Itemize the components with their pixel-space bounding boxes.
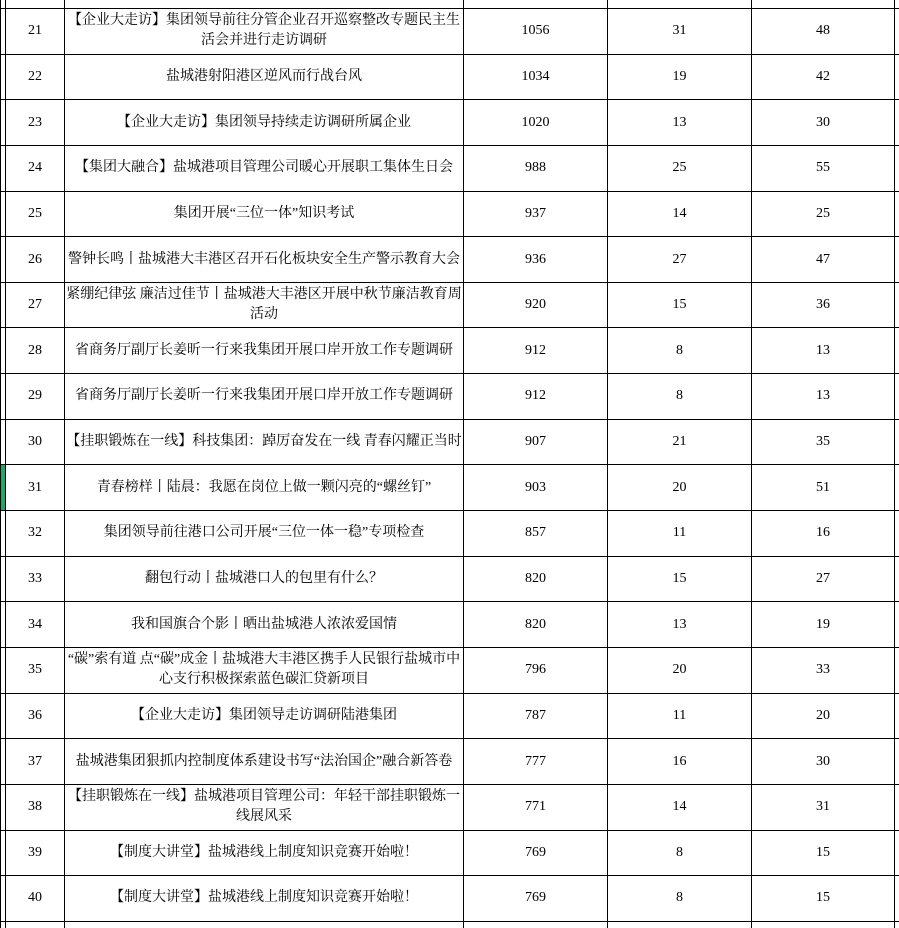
value-cell[interactable]: 13 — [608, 602, 752, 648]
value-cell[interactable]: 48 — [752, 9, 895, 55]
value-cell[interactable]: 912 — [464, 374, 608, 420]
partial-row-bottom — [1, 921, 899, 928]
sheet-gutter — [895, 374, 899, 420]
sheet-gutter — [895, 54, 899, 100]
sheet-gutter — [895, 830, 899, 876]
value-cell[interactable]: 912 — [464, 328, 608, 374]
title-cell[interactable]: 省商务厅副厅长姜昕一行来我集团开展口岸开放工作专题调研 — [65, 374, 464, 420]
value-cell[interactable]: 13 — [752, 328, 895, 374]
sheet-gutter — [895, 328, 899, 374]
value-cell[interactable]: 31 — [752, 784, 895, 830]
row-number-cell[interactable]: 32 — [6, 511, 65, 557]
row-number-cell[interactable]: 30 — [6, 419, 65, 465]
row-number-cell[interactable]: 37 — [6, 739, 65, 785]
row-number-cell[interactable]: 39 — [6, 830, 65, 876]
value-cell[interactable]: 907 — [464, 419, 608, 465]
sheet-gutter — [895, 511, 899, 557]
value-cell[interactable]: 11 — [608, 693, 752, 739]
value-cell[interactable]: 8 — [608, 328, 752, 374]
row-number-cell[interactable]: 23 — [6, 100, 65, 146]
value-cell[interactable]: 20 — [608, 647, 752, 693]
table-row — [1, 693, 899, 739]
sheet-gutter — [895, 784, 899, 830]
title-cell[interactable]: 集团领导前往港口公司开展“三位一体一稳”专项检查 — [65, 511, 464, 557]
table-row — [1, 374, 899, 420]
value-cell[interactable]: 988 — [464, 145, 608, 191]
value-cell[interactable]: 769 — [464, 876, 608, 922]
table-row — [1, 739, 899, 785]
row-number-cell[interactable]: 40 — [6, 876, 65, 922]
title-cell[interactable]: 我和国旗合个影丨晒出盐城港人浓浓爱国情 — [65, 602, 464, 648]
value-cell[interactable]: 30 — [752, 100, 895, 146]
table-row — [1, 647, 899, 693]
value-cell[interactable]: 27 — [608, 237, 752, 283]
sheet-gutter — [895, 876, 899, 922]
table-row — [1, 145, 899, 191]
value-cell[interactable]: 35 — [752, 419, 895, 465]
table-row — [1, 237, 899, 283]
value-cell[interactable]: 33 — [752, 647, 895, 693]
value-cell[interactable]: 20 — [608, 465, 752, 511]
value-cell[interactable]: 903 — [464, 465, 608, 511]
value-cell[interactable]: 1056 — [464, 9, 608, 55]
row-number-cell[interactable]: 25 — [6, 191, 65, 237]
value-cell[interactable]: 42 — [752, 54, 895, 100]
title-cell[interactable]: 集团开展“三位一体”知识考试 — [65, 191, 464, 237]
value-cell[interactable]: 857 — [464, 511, 608, 557]
sheet-gutter — [895, 465, 899, 511]
row-number-cell[interactable]: 27 — [6, 282, 65, 328]
sheet-gutter — [895, 647, 899, 693]
title-cell[interactable]: 警钟长鸣丨盐城港大丰港区召开石化板块安全生产警示教育大会 — [65, 237, 464, 283]
value-cell[interactable]: 25 — [752, 191, 895, 237]
row-number-cell[interactable] — [6, 0, 65, 9]
table-row — [1, 602, 899, 648]
table-row — [1, 830, 899, 876]
value-cell[interactable]: 1020 — [464, 100, 608, 146]
value-cell[interactable]: 55 — [752, 145, 895, 191]
sheet-gutter — [895, 921, 899, 928]
value-cell[interactable]: 820 — [464, 602, 608, 648]
sheet-gutter — [895, 419, 899, 465]
value-cell[interactable]: 16 — [752, 511, 895, 557]
value-cell[interactable]: 13 — [608, 100, 752, 146]
title-cell[interactable]: 翻包行动丨盐城港口人的包里有什么？ — [65, 556, 464, 602]
value-cell[interactable]: 920 — [464, 282, 608, 328]
table-row — [1, 328, 899, 374]
title-cell[interactable]: 【企业大走访】集团领导走访调研陆港集团 — [65, 693, 464, 739]
sheet-gutter — [895, 100, 899, 146]
row-number-cell[interactable]: 29 — [6, 374, 65, 420]
title-cell[interactable]: 【企业大走访】集团领导持续走访调研所属企业 — [65, 100, 464, 146]
value-cell[interactable]: 16 — [608, 739, 752, 785]
value-cell[interactable]: 25 — [608, 145, 752, 191]
value-cell[interactable]: 19 — [608, 54, 752, 100]
value-cell[interactable]: 47 — [752, 237, 895, 283]
value-cell[interactable]: 771 — [464, 784, 608, 830]
sheet-gutter — [895, 602, 899, 648]
value-cell[interactable]: 19 — [752, 602, 895, 648]
row-number-cell[interactable]: 26 — [6, 237, 65, 283]
title-cell[interactable]: 【制度大讲堂】盐城港线上制度知识竞赛开始啦！ — [65, 830, 464, 876]
value-cell[interactable]: 20 — [752, 693, 895, 739]
table-row — [1, 465, 899, 511]
title-cell[interactable]: 紧绷纪律弦 廉洁过佳节丨盐城港大丰港区开展中秋节廉洁教育周活动 — [65, 282, 464, 328]
value-cell[interactable]: 21 — [608, 419, 752, 465]
value-cell[interactable]: 8 — [608, 374, 752, 420]
value-cell[interactable]: 31 — [608, 9, 752, 55]
value-cell[interactable]: 777 — [464, 739, 608, 785]
value-cell[interactable]: 11 — [608, 511, 752, 557]
sheet-gutter — [895, 556, 899, 602]
value-cell[interactable]: 27 — [752, 556, 895, 602]
title-cell[interactable]: 青春榜样丨陆晨：我愿在岗位上做一颗闪亮的“螺丝钉” — [65, 465, 464, 511]
value-cell[interactable] — [608, 921, 752, 928]
value-cell[interactable] — [608, 0, 752, 9]
value-cell[interactable]: 14 — [608, 784, 752, 830]
table-row — [1, 419, 899, 465]
table-row — [1, 876, 899, 922]
row-number-cell[interactable]: 36 — [6, 693, 65, 739]
value-cell[interactable]: 1034 — [464, 54, 608, 100]
value-cell[interactable]: 787 — [464, 693, 608, 739]
title-cell[interactable]: 盐城港集团狠抓内控制度体系建设书写“法治国企”融合新答卷 — [65, 739, 464, 785]
row-number-cell[interactable] — [6, 921, 65, 928]
value-cell[interactable]: 30 — [752, 739, 895, 785]
title-cell[interactable]: 【挂职锻炼在一线】盐城港项目管理公司：年轻干部挂职锻炼一线展风采 — [65, 784, 464, 830]
table-row — [1, 9, 899, 55]
partial-row-top — [1, 0, 899, 9]
row-number-cell[interactable]: 28 — [6, 328, 65, 374]
value-cell[interactable]: 14 — [608, 191, 752, 237]
sheet-gutter — [895, 693, 899, 739]
value-cell[interactable]: 36 — [752, 282, 895, 328]
value-cell[interactable]: 15 — [752, 876, 895, 922]
value-cell[interactable]: 769 — [464, 830, 608, 876]
value-cell[interactable]: 936 — [464, 237, 608, 283]
value-cell[interactable]: 8 — [608, 876, 752, 922]
value-cell[interactable] — [752, 0, 895, 9]
row-number-cell[interactable]: 35 — [6, 647, 65, 693]
sheet-gutter — [895, 191, 899, 237]
title-cell[interactable]: “碳”索有道 点“碳”成金丨盐城港大丰港区携手人民银行盐城市中心支行积极探索蓝色碳汇贷新项目 — [65, 647, 464, 693]
value-cell[interactable]: 796 — [464, 647, 608, 693]
table-row — [1, 100, 899, 146]
title-cell[interactable] — [65, 0, 464, 9]
value-cell[interactable]: 820 — [464, 556, 608, 602]
sheet-gutter — [895, 237, 899, 283]
value-cell[interactable] — [752, 921, 895, 928]
row-number-cell[interactable]: 24 — [6, 145, 65, 191]
title-cell[interactable]: 【制度大讲堂】盐城港线上制度知识竞赛开始啦！ — [65, 876, 464, 922]
table-row — [1, 191, 899, 237]
value-cell[interactable]: 15 — [608, 556, 752, 602]
sheet-gutter — [895, 739, 899, 785]
row-number-cell[interactable]: 31 — [6, 465, 65, 511]
sheet-gutter — [895, 282, 899, 328]
title-cell[interactable]: 【集团大融合】盐城港项目管理公司暖心开展职工集体生日会 — [65, 145, 464, 191]
title-cell[interactable]: 【挂职锻炼在一线】科技集团：踔厉奋发在一线 青春闪耀正当时 — [65, 419, 464, 465]
value-cell[interactable]: 8 — [608, 830, 752, 876]
row-number-cell[interactable]: 21 — [6, 9, 65, 55]
table-row — [1, 511, 899, 557]
title-cell[interactable]: 盐城港射阳港区逆风而行战台风 — [65, 54, 464, 100]
row-number-cell[interactable]: 33 — [6, 556, 65, 602]
value-cell[interactable]: 13 — [752, 374, 895, 420]
value-cell[interactable]: 15 — [752, 830, 895, 876]
row-number-cell[interactable]: 34 — [6, 602, 65, 648]
value-cell[interactable]: 937 — [464, 191, 608, 237]
row-number-cell[interactable]: 38 — [6, 784, 65, 830]
sheet-gutter — [895, 145, 899, 191]
table-row — [1, 54, 899, 100]
value-cell[interactable]: 51 — [752, 465, 895, 511]
sheet-gutter — [895, 0, 899, 9]
table-row — [1, 282, 899, 328]
row-number-cell[interactable]: 22 — [6, 54, 65, 100]
title-cell[interactable]: 省商务厅副厅长姜昕一行来我集团开展口岸开放工作专题调研 — [65, 328, 464, 374]
title-cell[interactable]: 【企业大走访】集团领导前往分管企业召开巡察整改专题民主生活会并进行走访调研 — [65, 9, 464, 55]
value-cell[interactable] — [464, 0, 608, 9]
value-cell[interactable]: 15 — [608, 282, 752, 328]
sheet-gutter — [895, 9, 899, 55]
value-cell[interactable] — [464, 921, 608, 928]
table-body — [1, 0, 899, 928]
table-row — [1, 556, 899, 602]
title-cell[interactable] — [65, 921, 464, 928]
table-row — [1, 784, 899, 830]
